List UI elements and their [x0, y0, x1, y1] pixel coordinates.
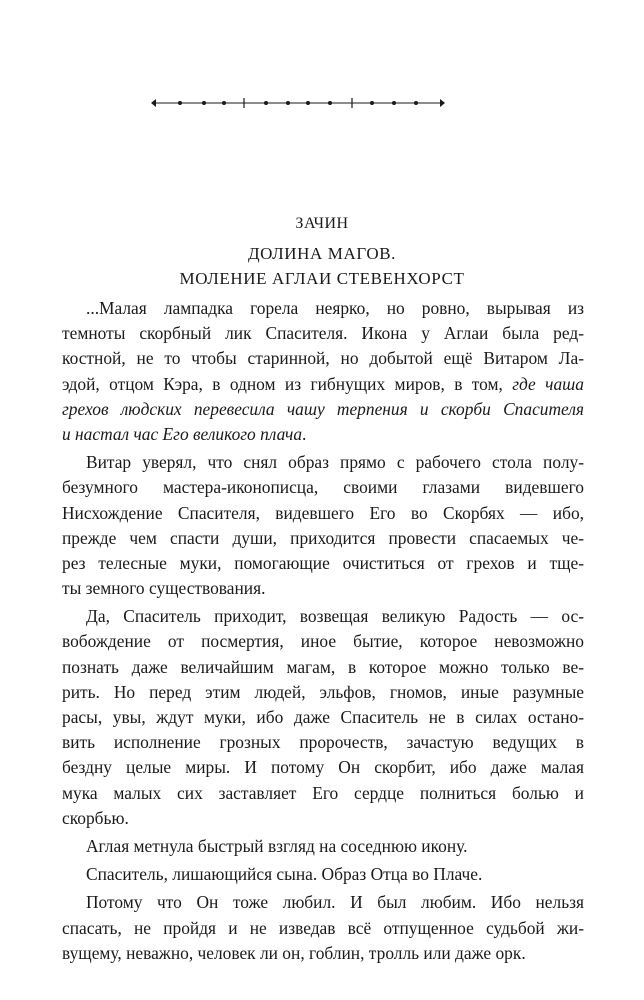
text-line: темноты скорбный лик Спасителя. Икона у Аглаи была ред- [62, 323, 584, 344]
text-line: Аглая метнула быстрый взгляд на соседнюю икону. [86, 835, 468, 856]
text-line: вобождение от посмертия, иное бытие, которое невозможно [62, 631, 584, 652]
chapter-title [60, 241, 584, 291]
paragraph [62, 450, 584, 601]
chapter-title-line-1: ДОЛИНА МАГОВ. [247, 244, 397, 263]
text-line: Да, Спаситель приходит, возвещая великую Радость — ос- [86, 606, 584, 627]
text-line: познать даже величайшим магам, в которое можно только ве- [62, 656, 584, 677]
italic-run: и настал час Его великого плача [62, 423, 303, 444]
paragraph [62, 296, 584, 447]
text-line: Потому что Он тоже любил. И был любим. Ибо нельзя [86, 892, 584, 913]
italic-run: грехов людских перевесила чашу терпения и скорби Спасителя [62, 398, 584, 419]
text-line [62, 422, 584, 447]
text-line: Витар уверял, что снял образ прямо с рабочего стола полу- [86, 452, 584, 473]
body-text [62, 296, 584, 966]
text-run: . [302, 423, 307, 444]
text-line [62, 372, 584, 397]
text-line: мука малых сих заставляет Его сердце полниться болью и [62, 782, 584, 803]
text-line: Нисхождение Спасителя, видевшего Его во Скорбях — ибо, [62, 502, 584, 523]
text-line: костной, не то чтобы старинной, но добытой ещё Витаром Ла- [62, 348, 584, 369]
chapter-title-line-2: МОЛЕНИЕ АГЛАИ СТЕВЕНХОРСТ [179, 269, 465, 288]
text-run: эдой, отцом Кэра, в одном из гибнущих миров, в том, [62, 373, 513, 394]
text-line: безумного мастера-иконописца, своими глазами видевшего [62, 477, 584, 498]
text-line: спасать, не пройдя и не изведав всё отпущенное судьбой жи- [62, 917, 584, 938]
paragraph [62, 834, 584, 859]
text-line: рить. Но перед этим людей, эльфов, гномов, иные разумные [62, 681, 584, 702]
text-line: вить исполнение грозных пророчеств, зачастую ведущих в [62, 732, 584, 753]
italic-run: где чаша [512, 373, 584, 394]
text-line: Спаситель, лишающийся сына. Образ Отца во Плаче. [86, 864, 483, 885]
text-line: расы, увы, ждут муки, ибо даже Спаситель не в силах останo- [62, 707, 584, 727]
section-label: ЗАЧИН [295, 215, 349, 232]
paragraph [62, 862, 584, 887]
text-line: ...Малая лампадка горела неярко, но ровно, вырывая из [86, 298, 584, 318]
text-line [62, 397, 584, 422]
text-line: прежде чем спасти души, приходится провести спасаемых че- [62, 527, 584, 548]
paragraph [62, 604, 584, 831]
text-line: ты земного существования. [62, 578, 266, 599]
text-line: бездну целые миры. И потому Он скорбит, ибо даже малая [62, 757, 584, 778]
paragraph [62, 890, 584, 966]
text-line: вущему, неважно, человек ли он, гоблин, тролль или даже орк. [62, 942, 526, 963]
text-line: скорбью. [62, 807, 129, 828]
text-line: рез телесные муки, помогающие очиститься от грехов и тще- [62, 552, 584, 573]
ornament-divider [150, 96, 446, 110]
